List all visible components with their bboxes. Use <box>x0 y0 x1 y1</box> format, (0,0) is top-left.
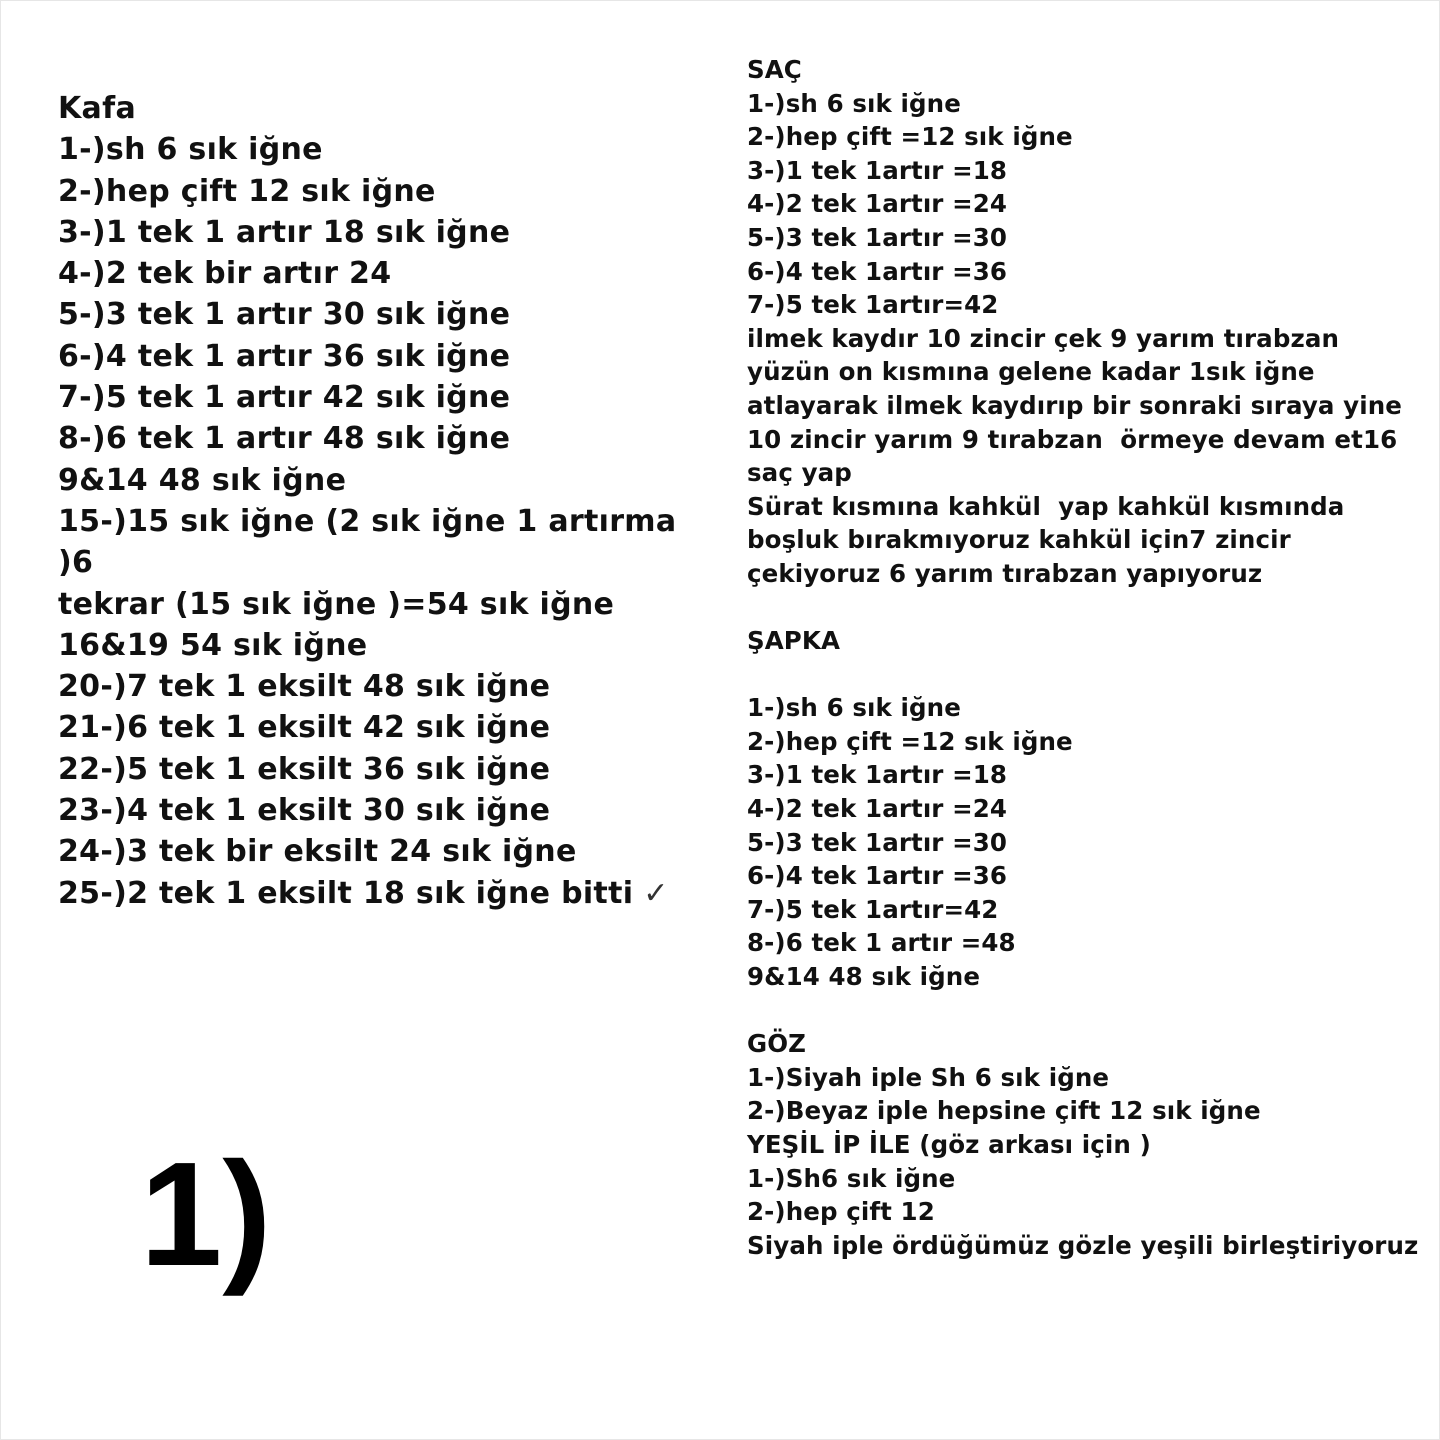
sac-row: saç yap <box>747 458 852 488</box>
section-gap <box>747 658 1427 692</box>
kafa-row: 22-)5 tek 1 eksilt 36 sık iğne <box>58 751 551 787</box>
kafa-row: 16&19 54 sık iğne <box>58 627 368 663</box>
kafa-row: 20-)7 tek 1 eksilt 48 sık iğne <box>58 669 551 705</box>
sac-row: 7-)5 tek 1artır=42 <box>747 290 999 320</box>
kafa-row: 6-)4 tek 1 artır 36 sık iğne <box>58 338 511 374</box>
kafa-row: 8-)6 tek 1 artır 48 sık iğne <box>58 421 511 457</box>
sac-row: 4-)2 tek 1artır =24 <box>747 189 1008 219</box>
goz-row: 1-)Siyah iple Sh 6 sık iğne <box>747 1062 1110 1092</box>
goz-row: 1-)Sh6 sık iğne <box>747 1163 956 1193</box>
kafa-title: Kafa <box>58 91 136 126</box>
goz-row: YEŞİL İP İLE (göz arkası için ) <box>747 1130 1151 1159</box>
sapka-row: 9&14 48 sık iğne <box>747 962 981 992</box>
sac-row: ilmek kaydır 10 zincir çek 9 yarım tırabzan <box>747 323 1339 353</box>
sac-title: SAÇ <box>747 55 802 84</box>
kafa-row: 21-)6 tek 1 eksilt 42 sık iğne <box>58 710 551 746</box>
kafa-row: 5-)3 tek 1 artır 30 sık iğne <box>58 297 511 333</box>
kafa-row: 3-)1 tek 1 artır 18 sık iğne <box>58 214 511 250</box>
sapka-row: 4-)2 tek 1artır =24 <box>747 794 1008 824</box>
kafa-section <box>58 88 718 914</box>
goz-section <box>747 1027 1427 1262</box>
sapka-row: 3-)1 tek 1artır =18 <box>747 760 1008 790</box>
sapka-row: 1-)sh 6 sık iğne <box>747 693 961 723</box>
sac-row: 1-)sh 6 sık iğne <box>747 88 961 118</box>
sapka-title: ŞAPKA <box>747 626 841 656</box>
sac-row: 5-)3 tek 1artır =30 <box>747 222 1008 252</box>
kafa-row: 2-)hep çift 12 sık iğne <box>58 173 436 209</box>
goz-row: 2-)Beyaz iple hepsine çift 12 sık iğne <box>747 1096 1261 1126</box>
kafa-row: 9&14 48 sık iğne <box>58 462 347 498</box>
sapka-row: 8-)6 tek 1 artır =48 <box>747 928 1016 958</box>
sac-row: atlayarak ilmek kaydırıp bir sonraki sıraya yine <box>747 390 1402 420</box>
kafa-row: 1-)sh 6 sık iğne <box>58 132 323 168</box>
kafa-last-row <box>58 873 718 914</box>
check-mark-icon: ✓ <box>643 875 669 911</box>
right-column <box>747 53 1427 1262</box>
sac-row: 6-)4 tek 1artır =36 <box>747 256 1008 286</box>
sapka-section <box>747 624 1427 994</box>
sac-row: 2-)hep çift =12 sık iğne <box>747 122 1073 152</box>
section-gap <box>747 591 1427 625</box>
kafa-row: 24-)3 tek bir eksilt 24 sık iğne <box>58 834 577 870</box>
goz-title: GÖZ <box>747 1029 807 1059</box>
sac-row: çekiyoruz 6 yarım tırabzan yapıyoruz <box>747 558 1263 588</box>
page-number: 1) <box>140 1132 272 1297</box>
sac-row: boşluk bırakmıyoruz kahkül için7 zincir <box>747 525 1291 555</box>
kafa-row: 4-)2 tek bir artır 24 <box>58 256 392 292</box>
goz-row: 2-)hep çift 12 <box>747 1197 935 1227</box>
sapka-row: 6-)4 tek 1artır =36 <box>747 861 1008 891</box>
sapka-row: 7-)5 tek 1artır=42 <box>747 894 999 924</box>
kafa-row: 15-)15 sık iğne (2 sık iğne 1 artırma )6 <box>58 503 688 581</box>
sapka-row: 5-)3 tek 1artır =30 <box>747 827 1008 857</box>
kafa-row: tekrar (15 sık iğne )=54 sık iğne <box>58 586 615 622</box>
sac-row: 3-)1 tek 1artır =18 <box>747 155 1008 185</box>
goz-row: Siyah iple ördüğümüz gözle yeşili birleştiriyoruz <box>747 1230 1419 1260</box>
kafa-row: 23-)4 tek 1 eksilt 30 sık iğne <box>58 793 551 829</box>
sac-row: Sürat kısmına kahkül yap kahkül kısmında <box>747 491 1345 521</box>
sac-row: yüzün on kısmına gelene kadar 1sık iğne <box>747 357 1315 387</box>
kafa-row: 7-)5 tek 1 artır 42 sık iğne <box>58 380 511 416</box>
section-gap <box>747 994 1427 1028</box>
sac-row: 10 zincir yarım 9 tırabzan örmeye devam et16 <box>747 424 1398 454</box>
sapka-row: 2-)hep çift =12 sık iğne <box>747 726 1073 756</box>
sac-section <box>747 53 1427 591</box>
kafa-row-text: 25-)2 tek 1 eksilt 18 sık iğne bitti <box>58 875 634 911</box>
